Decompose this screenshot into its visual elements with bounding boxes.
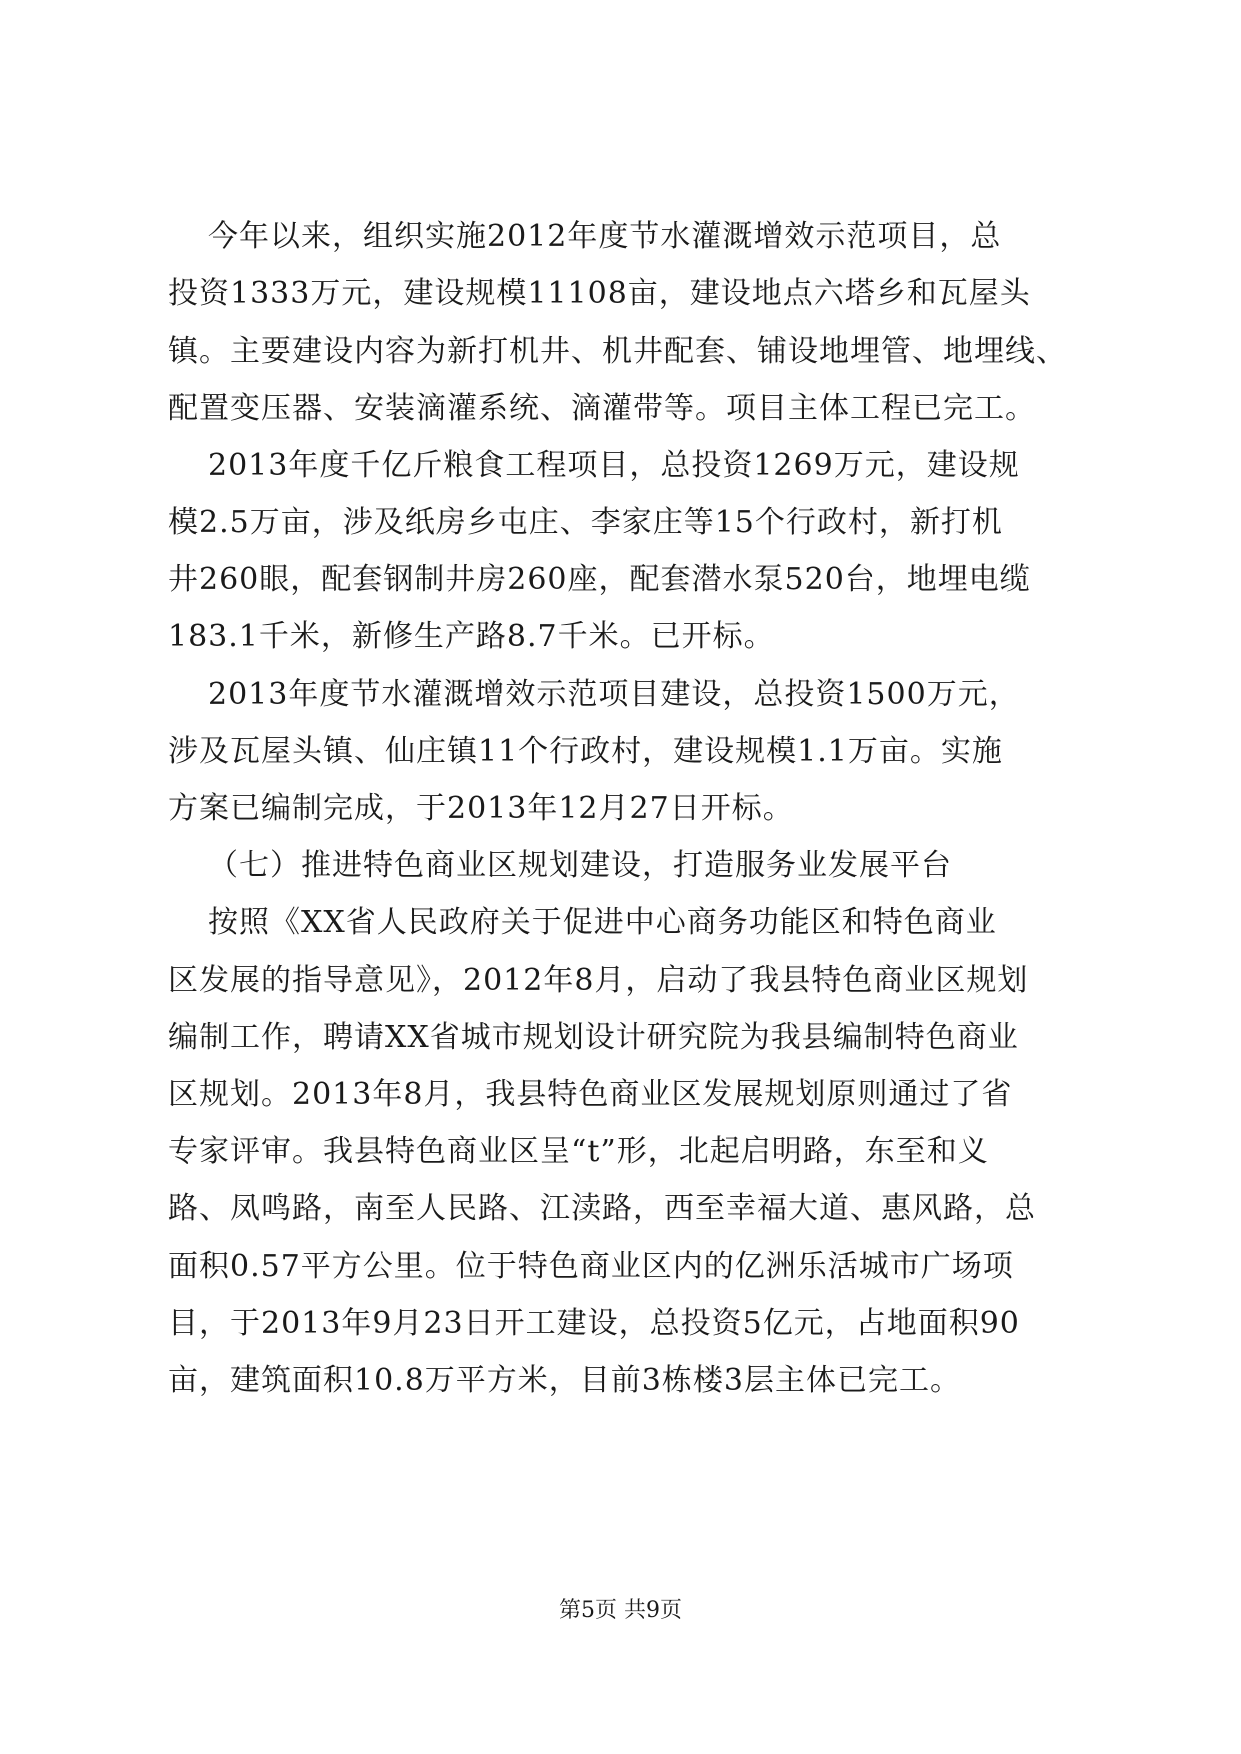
body-line: 今年以来，组织实施2012年度节水灌溉增效示范项目，总: [208, 219, 1002, 254]
body-line: 配置变压器、安装滴灌系统、滴灌带等。项目主体工程已完工。: [168, 391, 1036, 426]
body-line: 亩，建筑面积10.8万平方米，目前3栋楼3层主体已完工。: [168, 1363, 961, 1398]
body-line: 镇。主要建设内容为新打机井、机井配套、铺设地埋管、地埋线、: [168, 334, 1067, 369]
body-line: 区发展的指导意见》，2012年8月，启动了我县特色商业区规划: [168, 963, 1029, 998]
body-line: 区规划。2013年8月，我县特色商业区发展规划原则通过了省: [168, 1077, 1013, 1112]
body-line: 按照《XX省人民政府关于促进中心商务功能区和特色商业: [208, 905, 997, 940]
body-line: 方案已编制完成，于2013年12月27日开标。: [168, 791, 794, 826]
body-line: 投资1333万元，建设规模11108亩，建设地点六塔乡和瓦屋头: [168, 276, 1031, 311]
body-line: 专家评审。我县特色商业区呈“t”形，北起启明路，东至和义: [168, 1134, 989, 1169]
body-line: 面积0.57平方公里。位于特色商业区内的亿洲乐活城市广场项: [168, 1249, 1014, 1284]
body-line: 编制工作，聘请XX省城市规划设计研究院为我县编制特色商业: [168, 1020, 1019, 1055]
page-number-footer: 第5页 共9页: [559, 1598, 682, 1623]
body-line: 井260眼，配套钢制井房260座，配套潜水泵520台，地埋电缆: [168, 562, 1031, 597]
body-line: 模2.5万亩，涉及纸房乡屯庄、李家庄等15个行政村，新打机: [168, 505, 1003, 540]
body-line: 2013年度千亿斤粮食工程项目，总投资1269万元，建设规: [208, 448, 1020, 483]
section-heading: （七）推进特色商业区规划建设，打造服务业发展平台: [208, 848, 952, 883]
body-line: 目，于2013年9月23日开工建设，总投资5亿元，占地面积90: [168, 1306, 1020, 1341]
body-line: 路、凤鸣路，南至人民路、江渎路，西至幸福大道、惠风路，总: [168, 1191, 1036, 1226]
body-line: 涉及瓦屋头镇、仙庄镇11个行政村，建设规模1.1万亩。实施: [168, 734, 1003, 769]
body-line: 183.1千米，新修生产路8.7千米。已开标。: [168, 619, 775, 654]
body-line: 2013年度节水灌溉增效示范项目建设，总投资1500万元，: [208, 677, 1020, 712]
